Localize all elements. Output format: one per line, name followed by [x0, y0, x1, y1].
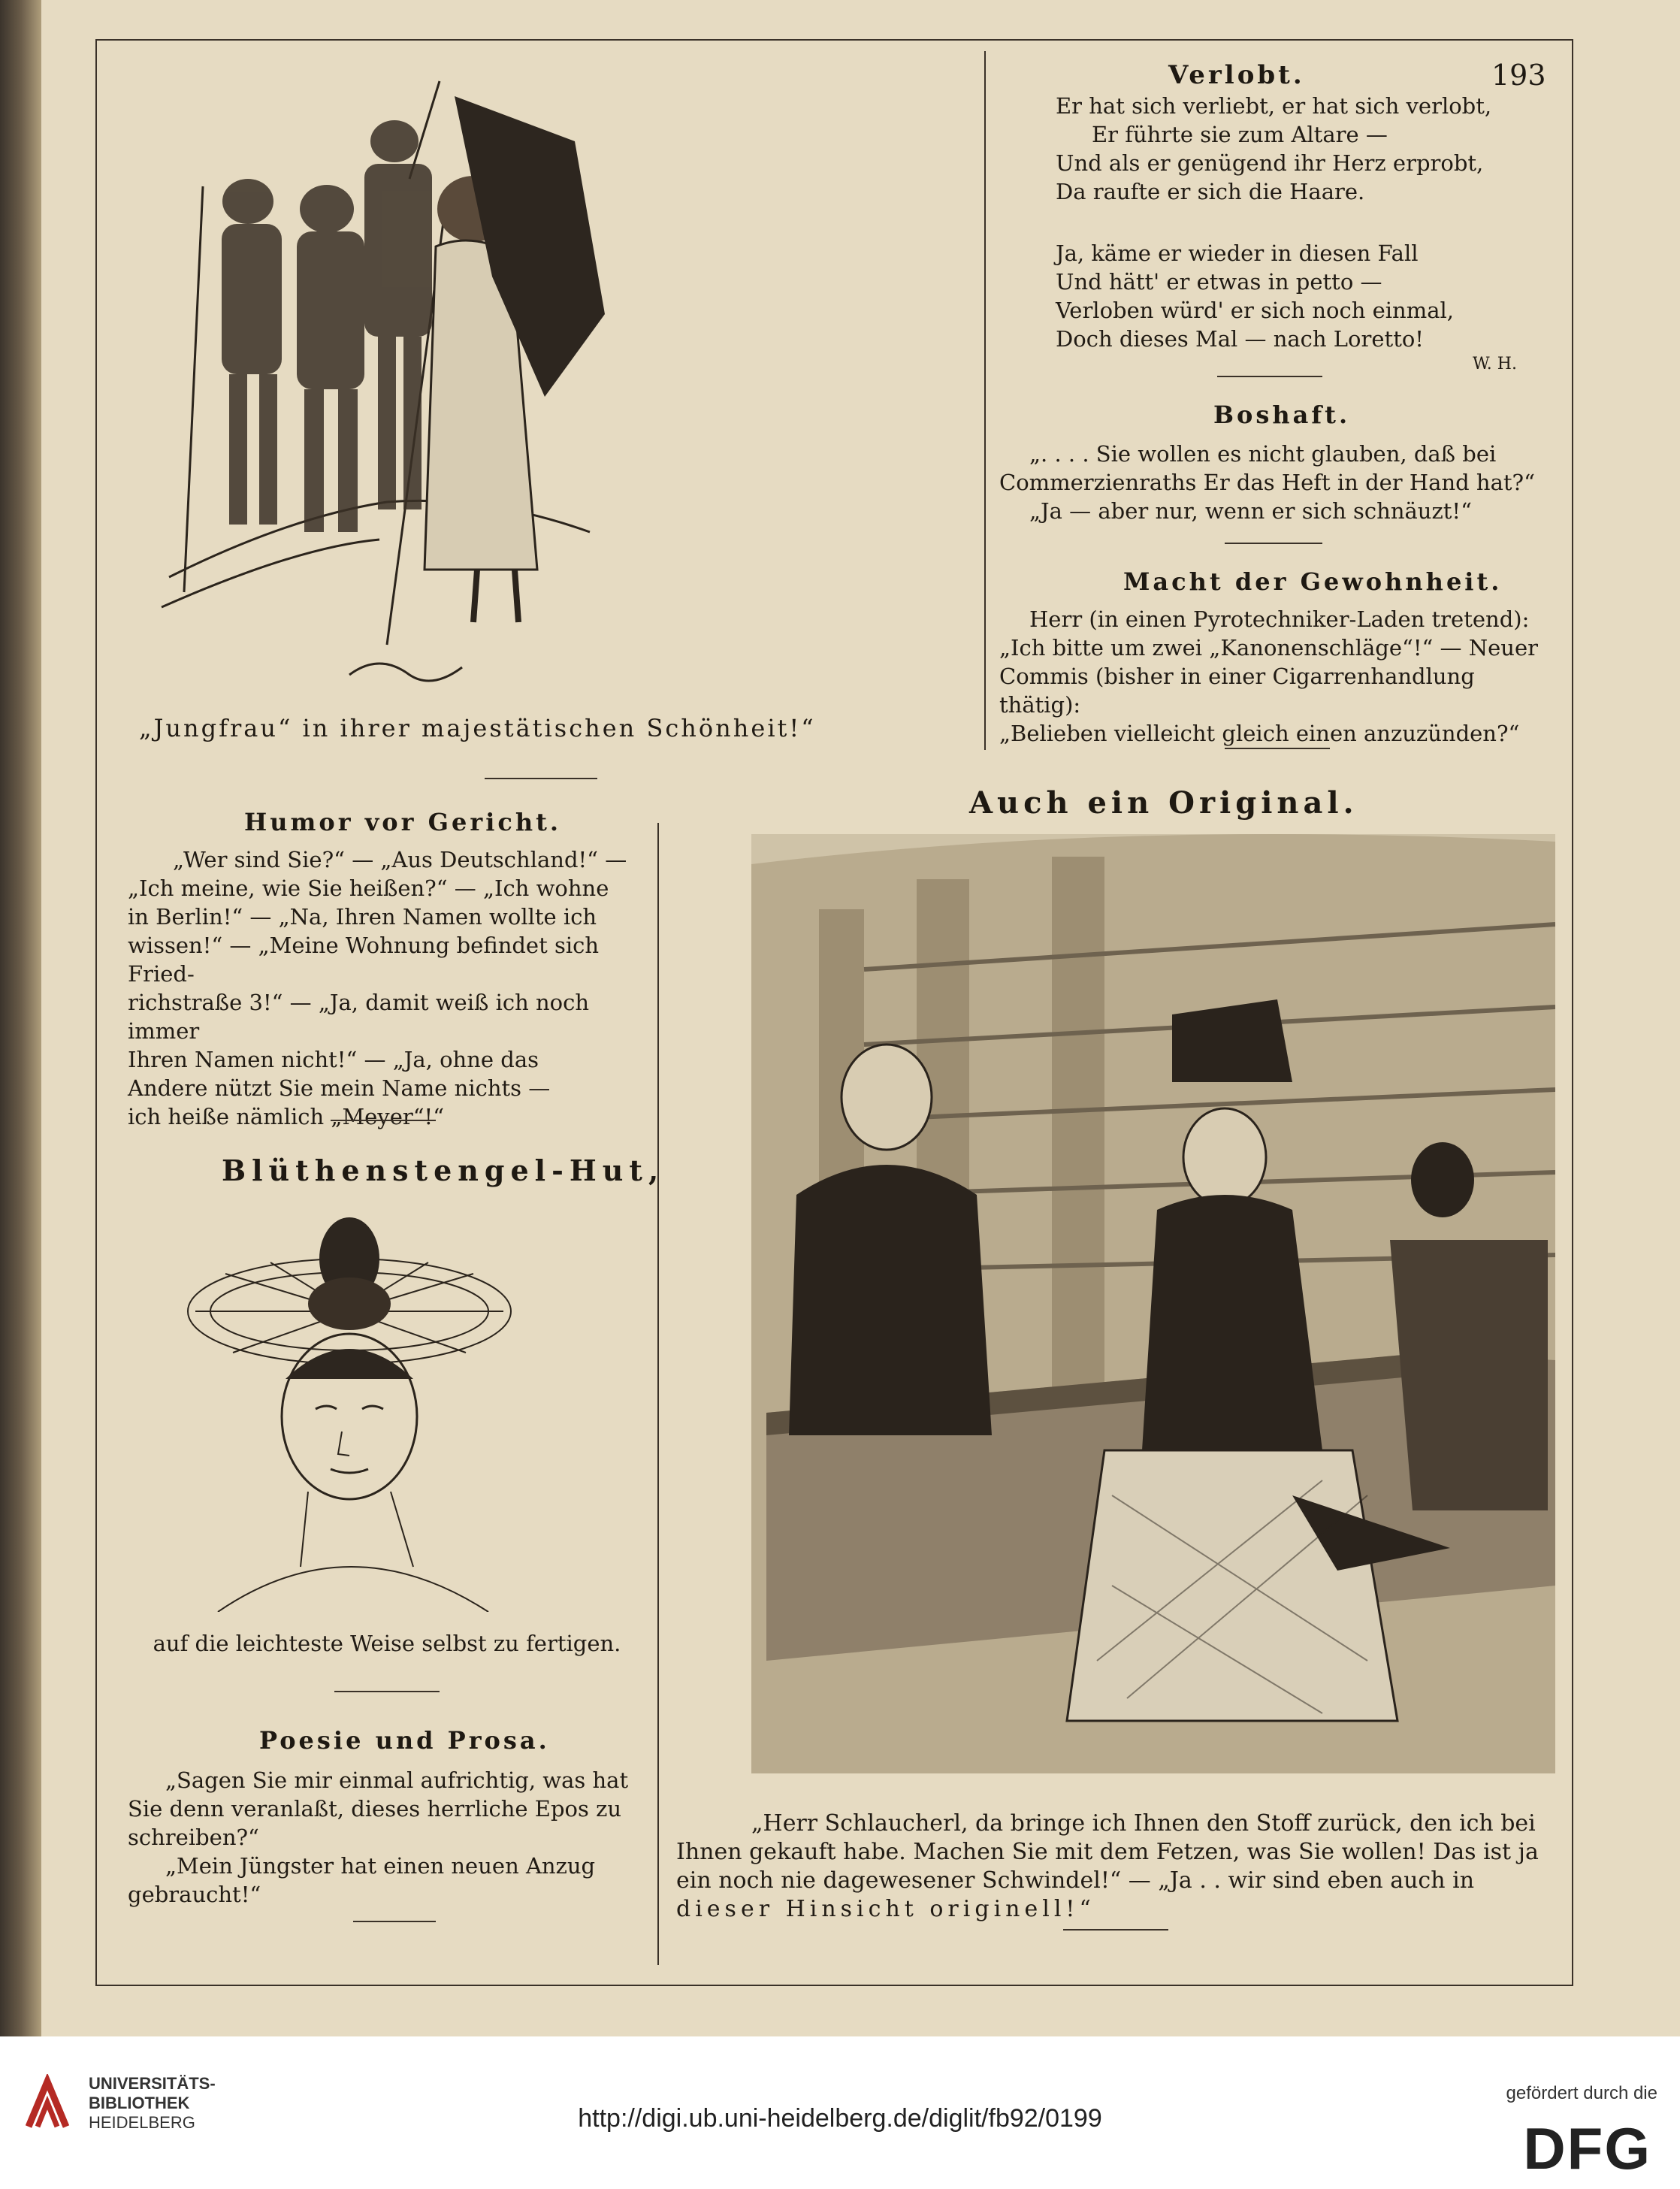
text-line: Herr (in einen Pyrotechniker-Laden tretend): [1029, 606, 1530, 632]
top-illustration [139, 51, 624, 705]
hut-title: Blüthenstengel-Hut, [222, 1153, 665, 1187]
text-line: ich heiße nämlich „Meyer“!“ [128, 1104, 445, 1129]
verse-line: Er hat sich verliebt, er hat sich verlobt, [1056, 93, 1492, 119]
divider [485, 778, 597, 779]
hat-illustration [173, 1206, 526, 1612]
text-line: in Berlin!“ — „Na, Ihren Namen wollte ich [128, 904, 597, 930]
text-line: „Herr Schlaucherl, da bringe ich Ihnen den Stoff zurück, den ich bei [751, 1810, 1536, 1837]
viewer-footer [0, 2036, 1680, 2189]
original-title: Auch ein Original. [969, 785, 1358, 821]
text-line: „Ja — aber nur, wenn er sich schnäuzt!“ [1029, 498, 1472, 524]
text-line: „Ich meine, wie Sie heißen?“ — „Ich wohne [128, 875, 609, 901]
text-line: Sie denn veranlaßt, dieses herrliche Epos zu [128, 1796, 622, 1822]
text-line: schreiben?“ [128, 1825, 259, 1850]
verse-line: Verloben würd' er sich noch einmal, [1056, 298, 1454, 323]
boshaft-text [999, 440, 1548, 525]
original-caption [676, 1810, 1552, 1924]
text-line: Commis (bisher in einer Cigarrenhandlung thätig): [999, 664, 1475, 718]
text-line: wissen!“ — „Meine Wohnung befindet sich Fried- [128, 933, 600, 987]
divider [1225, 748, 1330, 749]
library-name-line-1: UNIVERSITÄTS- [89, 2074, 216, 2093]
text-line: gebraucht!“ [128, 1882, 261, 1907]
text-line: Ihren Namen nicht!“ — „Ja, ohne das [128, 1047, 539, 1072]
text-line: „. . . . Sie wollen es nicht glauben, daß bei [1029, 441, 1497, 467]
column-rule [984, 51, 986, 750]
text-line: „Wer sind Sie?“ — „Aus Deutschland!“ — [173, 847, 627, 872]
text-line: „Sagen Sie mir einmal aufrichtig, was hat [165, 1767, 629, 1793]
verse-line: Und als er genügend ihr Herz erprobt, [1056, 150, 1484, 176]
text-line: „Belieben vielleicht gleich einen anzuzünden?“ [999, 721, 1520, 746]
text-line: richstraße 3!“ — „Ja, damit weiß ich noch immer [128, 990, 590, 1044]
text-line: Andere nützt Sie mein Name nichts — [128, 1075, 551, 1101]
library-name-line-3: HEIDELBERG [89, 2113, 195, 2132]
divider [1217, 376, 1322, 377]
boshaft-title: Boshaft. [1213, 401, 1351, 429]
gewohnheit-text [999, 605, 1555, 748]
humor-text [128, 845, 646, 1131]
top-illustration-caption: „Jungfrau“ in ihrer majestätischen Schönheit!“ [139, 714, 816, 742]
poesie-text [128, 1766, 646, 1909]
divider [1225, 543, 1322, 544]
divider [1063, 1929, 1168, 1930]
verse-line: Da raufte er sich die Haare. [1056, 179, 1365, 204]
verse-line: Ja, käme er wieder in diesen Fall [1056, 240, 1419, 266]
poesie-title: Poesie und Prosa. [259, 1726, 550, 1755]
text-line: „Ich bitte um zwei „Kanonenschläge“!“ — Neuer [999, 635, 1538, 661]
verlobt-title: Verlobt. [1168, 60, 1305, 90]
verlobt-signature: W. H. [1473, 355, 1517, 373]
text-line: Ihnen gekauft habe. Machen Sie mit dem Fetzen, was Sie wollen! Das ist ja [676, 1839, 1539, 1865]
text-line: ein noch nie dagewesener Schwindel!“ — „Ja . . wir sind eben auch in [676, 1867, 1475, 1894]
text-line: „Mein Jüngster hat einen neuen Anzug [165, 1853, 596, 1879]
humor-title: Humor vor Gericht. [244, 808, 562, 836]
shop-illustration [751, 834, 1555, 1773]
verse-line: Er führte sie zum Altare — [1092, 122, 1388, 147]
divider [331, 1120, 436, 1121]
funding-note: gefördert durch die [1506, 2083, 1657, 2103]
page-number: 193 [1491, 59, 1546, 92]
verlobt-stanza-2 [1056, 239, 1536, 353]
gewohnheit-title: Macht der Gewohnheit. [1123, 567, 1503, 596]
text-line: dieser Hinsicht originell!“ [676, 1896, 1095, 1922]
column-rule [657, 823, 659, 1965]
verlobt-stanza-1 [1056, 92, 1536, 206]
hat-caption: auf die leichteste Weise selbst zu fertigen. [153, 1631, 621, 1656]
verse-line: Doch dieses Mal — nach Loretto! [1056, 326, 1424, 352]
dfg-logo: DFG [1523, 2115, 1651, 2181]
library-name-line-2: BIBLIOTHEK [89, 2094, 190, 2112]
divider [334, 1691, 440, 1692]
text-line: Commerzienraths Er das Heft in der Hand hat?“ [999, 470, 1535, 495]
verse-line: Und hätt' er etwas in petto — [1056, 269, 1382, 295]
divider [353, 1921, 436, 1922]
permalink[interactable]: http://digi.ub.uni-heidelberg.de/diglit/fb92/0199 [578, 2104, 1102, 2133]
